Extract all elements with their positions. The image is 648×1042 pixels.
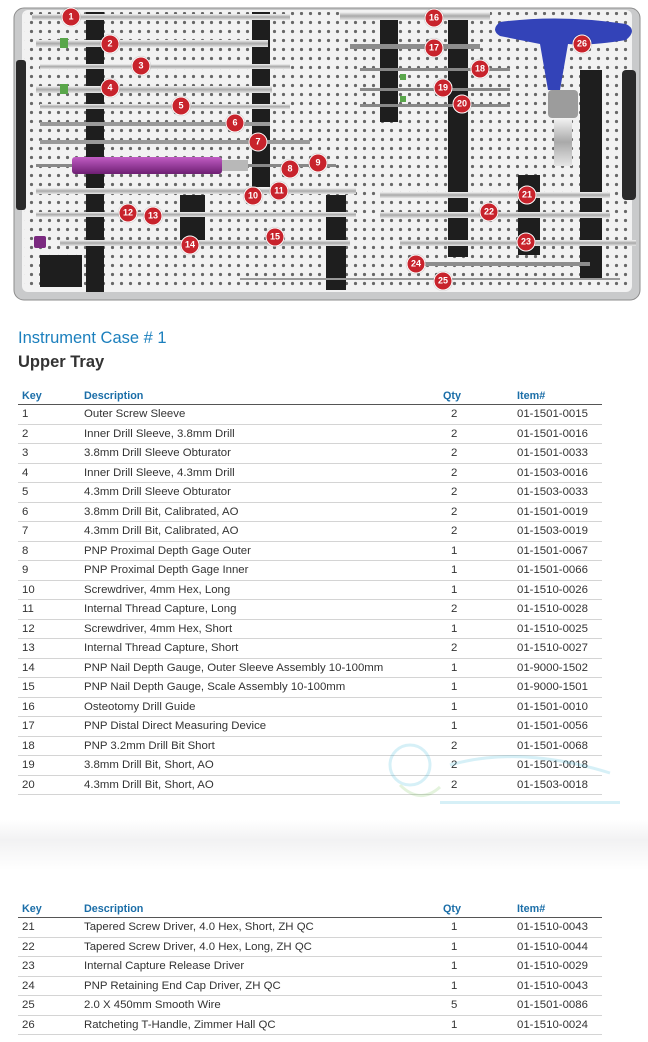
cell-qty: 1 xyxy=(443,918,517,938)
cell-description: 3.8mm Drill Bit, Calibrated, AO xyxy=(84,502,443,522)
cell-description: 4.3mm Drill Bit, Calibrated, AO xyxy=(84,522,443,542)
cell-qty: 1 xyxy=(443,697,517,717)
callout-1: 1 xyxy=(62,8,81,27)
cell-qty: 2 xyxy=(443,736,517,756)
cell-item: 01-1501-0067 xyxy=(517,541,602,561)
callout-22: 22 xyxy=(480,203,499,222)
cell-item: 01-1501-0010 xyxy=(517,697,602,717)
cell-item: 01-1510-0025 xyxy=(517,619,602,639)
cell-qty: 1 xyxy=(443,937,517,957)
col-key-header: Key xyxy=(18,901,84,918)
callout-19: 19 xyxy=(434,79,453,98)
callout-2: 2 xyxy=(101,35,120,54)
cell-description: Screwdriver, 4mm Hex, Long xyxy=(84,580,443,600)
cell-item: 01-1510-0043 xyxy=(517,918,602,938)
tray-title: Upper Tray xyxy=(18,353,105,371)
cell-description: 4.3mm Drill Bit, Short, AO xyxy=(84,775,443,795)
cell-qty: 5 xyxy=(443,996,517,1016)
callout-6: 6 xyxy=(226,114,245,133)
cell-description: Internal Thread Capture, Short xyxy=(84,639,443,659)
cell-qty: 2 xyxy=(443,405,517,425)
cell-qty: 1 xyxy=(443,678,517,698)
callout-9: 9 xyxy=(309,154,328,173)
cell-key: 21 xyxy=(18,918,84,938)
table-row xyxy=(18,976,602,996)
cell-qty: 2 xyxy=(443,444,517,464)
callout-20: 20 xyxy=(453,95,472,114)
cell-key: 24 xyxy=(18,976,84,996)
cell-item: 01-1501-0018 xyxy=(517,756,602,776)
table-row xyxy=(18,483,602,503)
cell-qty: 1 xyxy=(443,561,517,581)
cell-item: 01-1503-0033 xyxy=(517,483,602,503)
table-row xyxy=(18,619,602,639)
parts-table-upper-body xyxy=(18,405,602,795)
cell-item: 01-1510-0028 xyxy=(517,600,602,620)
cell-key: 3 xyxy=(18,444,84,464)
cell-description: Osteotomy Drill Guide xyxy=(84,697,443,717)
table-row xyxy=(18,775,602,795)
cell-qty: 1 xyxy=(443,1015,517,1035)
cell-item: 01-1510-0027 xyxy=(517,639,602,659)
table-row xyxy=(18,502,602,522)
cell-qty: 1 xyxy=(443,717,517,737)
cell-item: 01-1503-0019 xyxy=(517,522,602,542)
case-title: Instrument Case # 1 xyxy=(18,329,167,347)
callout-16: 16 xyxy=(425,9,444,28)
col-qty-header: Qty xyxy=(443,388,517,405)
cell-qty: 1 xyxy=(443,619,517,639)
table-row xyxy=(18,541,602,561)
cell-qty: 2 xyxy=(443,483,517,503)
cell-qty: 2 xyxy=(443,522,517,542)
cell-item: 01-1501-0019 xyxy=(517,502,602,522)
parts-table-upper xyxy=(18,388,602,795)
cell-item: 01-1501-0015 xyxy=(517,405,602,425)
table-row xyxy=(18,937,602,957)
cell-description: 2.0 X 450mm Smooth Wire xyxy=(84,996,443,1016)
cell-description: Screwdriver, 4mm Hex, Short xyxy=(84,619,443,639)
cell-key: 7 xyxy=(18,522,84,542)
cell-qty: 2 xyxy=(443,775,517,795)
cell-key: 2 xyxy=(18,424,84,444)
cell-item: 01-1501-0056 xyxy=(517,717,602,737)
parts-table-continued-body xyxy=(18,918,602,1035)
callout-12: 12 xyxy=(119,204,138,223)
callout-7: 7 xyxy=(249,133,268,152)
cell-key: 9 xyxy=(18,561,84,581)
cell-key: 6 xyxy=(18,502,84,522)
cell-key: 25 xyxy=(18,996,84,1016)
callout-15: 15 xyxy=(266,228,285,247)
callout-11: 11 xyxy=(270,182,289,201)
cell-key: 10 xyxy=(18,580,84,600)
table-row xyxy=(18,522,602,542)
callout-25: 25 xyxy=(434,272,453,291)
callout-21: 21 xyxy=(518,186,537,205)
col-description-header: Description xyxy=(84,388,443,405)
callout-13: 13 xyxy=(144,207,163,226)
table-row xyxy=(18,600,602,620)
cell-item: 01-1503-0018 xyxy=(517,775,602,795)
cell-description: Tapered Screw Driver, 4.0 Hex, Short, ZH QC xyxy=(84,918,443,938)
cell-key: 13 xyxy=(18,639,84,659)
table-row xyxy=(18,561,602,581)
table-header-row xyxy=(18,901,602,918)
col-qty-header: Qty xyxy=(443,901,517,918)
cell-description: PNP Nail Depth Gauge, Scale Assembly 10-100mm xyxy=(84,678,443,698)
table-header-row xyxy=(18,388,602,405)
callout-8: 8 xyxy=(281,160,300,179)
cell-item: 01-1510-0024 xyxy=(517,1015,602,1035)
callout-18: 18 xyxy=(471,60,490,79)
table-row xyxy=(18,957,602,977)
cell-key: 15 xyxy=(18,678,84,698)
callout-5: 5 xyxy=(172,97,191,116)
cell-qty: 1 xyxy=(443,658,517,678)
cell-item: 01-9000-1502 xyxy=(517,658,602,678)
cell-description: 3.8mm Drill Sleeve Obturator xyxy=(84,444,443,464)
cell-key: 19 xyxy=(18,756,84,776)
cell-key: 14 xyxy=(18,658,84,678)
table-row xyxy=(18,736,602,756)
table-row xyxy=(18,424,602,444)
cell-description: PNP Nail Depth Gauge, Outer Sleeve Assembly 10-100mm xyxy=(84,658,443,678)
callout-26: 26 xyxy=(573,35,592,54)
cell-description: Internal Capture Release Driver xyxy=(84,957,443,977)
cell-item: 01-1510-0044 xyxy=(517,937,602,957)
table-row xyxy=(18,717,602,737)
cell-qty: 1 xyxy=(443,541,517,561)
cell-key: 11 xyxy=(18,600,84,620)
cell-item: 01-9000-1501 xyxy=(517,678,602,698)
table-row xyxy=(18,678,602,698)
callout-14: 14 xyxy=(181,236,200,255)
cell-description: PNP Retaining End Cap Driver, ZH QC xyxy=(84,976,443,996)
cell-description: Outer Screw Sleeve xyxy=(84,405,443,425)
table-row xyxy=(18,918,602,938)
cell-qty: 2 xyxy=(443,600,517,620)
cell-qty: 1 xyxy=(443,580,517,600)
cell-key: 20 xyxy=(18,775,84,795)
table-row xyxy=(18,756,602,776)
col-item-header: Item# xyxy=(517,388,602,405)
cell-qty: 2 xyxy=(443,424,517,444)
cell-item: 01-1510-0043 xyxy=(517,976,602,996)
cell-item: 01-1501-0086 xyxy=(517,996,602,1016)
cell-qty: 1 xyxy=(443,957,517,977)
cell-qty: 1 xyxy=(443,976,517,996)
cell-key: 16 xyxy=(18,697,84,717)
cell-item: 01-1501-0016 xyxy=(517,424,602,444)
cell-key: 4 xyxy=(18,463,84,483)
table-row xyxy=(18,1015,602,1035)
parts-table-continued xyxy=(18,901,602,1035)
callout-24: 24 xyxy=(407,255,426,274)
cell-description: 3.8mm Drill Bit, Short, AO xyxy=(84,756,443,776)
cell-description: Inner Drill Sleeve, 4.3mm Drill xyxy=(84,463,443,483)
cell-key: 26 xyxy=(18,1015,84,1035)
cell-item: 01-1510-0026 xyxy=(517,580,602,600)
table-row xyxy=(18,580,602,600)
col-item-header: Item# xyxy=(517,901,602,918)
callout-4: 4 xyxy=(101,79,120,98)
col-key-header: Key xyxy=(18,388,84,405)
table-row xyxy=(18,405,602,425)
cell-item: 01-1501-0068 xyxy=(517,736,602,756)
tray-illustration xyxy=(0,0,648,305)
table-row xyxy=(18,996,602,1016)
cell-description: Internal Thread Capture, Long xyxy=(84,600,443,620)
cell-description: PNP Distal Direct Measuring Device xyxy=(84,717,443,737)
table-row xyxy=(18,697,602,717)
cell-key: 23 xyxy=(18,957,84,977)
table-row xyxy=(18,463,602,483)
cell-description: 4.3mm Drill Sleeve Obturator xyxy=(84,483,443,503)
cell-key: 1 xyxy=(18,405,84,425)
cell-item: 01-1501-0066 xyxy=(517,561,602,581)
cell-qty: 2 xyxy=(443,756,517,776)
table-row xyxy=(18,639,602,659)
cell-key: 8 xyxy=(18,541,84,561)
callout-23: 23 xyxy=(517,233,536,252)
cell-description: Ratcheting T-Handle, Zimmer Hall QC xyxy=(84,1015,443,1035)
cell-qty: 2 xyxy=(443,463,517,483)
cell-key: 18 xyxy=(18,736,84,756)
callout-3: 3 xyxy=(132,57,151,76)
cell-description: PNP Proximal Depth Gage Inner xyxy=(84,561,443,581)
cell-key: 17 xyxy=(18,717,84,737)
instrument-tray-photo xyxy=(0,0,648,305)
cell-item: 01-1501-0033 xyxy=(517,444,602,464)
table-row xyxy=(18,444,602,464)
cell-description: Inner Drill Sleeve, 3.8mm Drill xyxy=(84,424,443,444)
callout-17: 17 xyxy=(425,39,444,58)
cell-description: Tapered Screw Driver, 4.0 Hex, Long, ZH QC xyxy=(84,937,443,957)
cell-qty: 2 xyxy=(443,502,517,522)
cell-key: 12 xyxy=(18,619,84,639)
table-row xyxy=(18,658,602,678)
callout-10: 10 xyxy=(244,187,263,206)
cell-key: 22 xyxy=(18,937,84,957)
cell-qty: 2 xyxy=(443,639,517,659)
page-divider xyxy=(0,820,648,870)
cell-item: 01-1510-0029 xyxy=(517,957,602,977)
cell-key: 5 xyxy=(18,483,84,503)
cell-item: 01-1503-0016 xyxy=(517,463,602,483)
cell-description: PNP 3.2mm Drill Bit Short xyxy=(84,736,443,756)
cell-description: PNP Proximal Depth Gage Outer xyxy=(84,541,443,561)
col-description-header: Description xyxy=(84,901,443,918)
